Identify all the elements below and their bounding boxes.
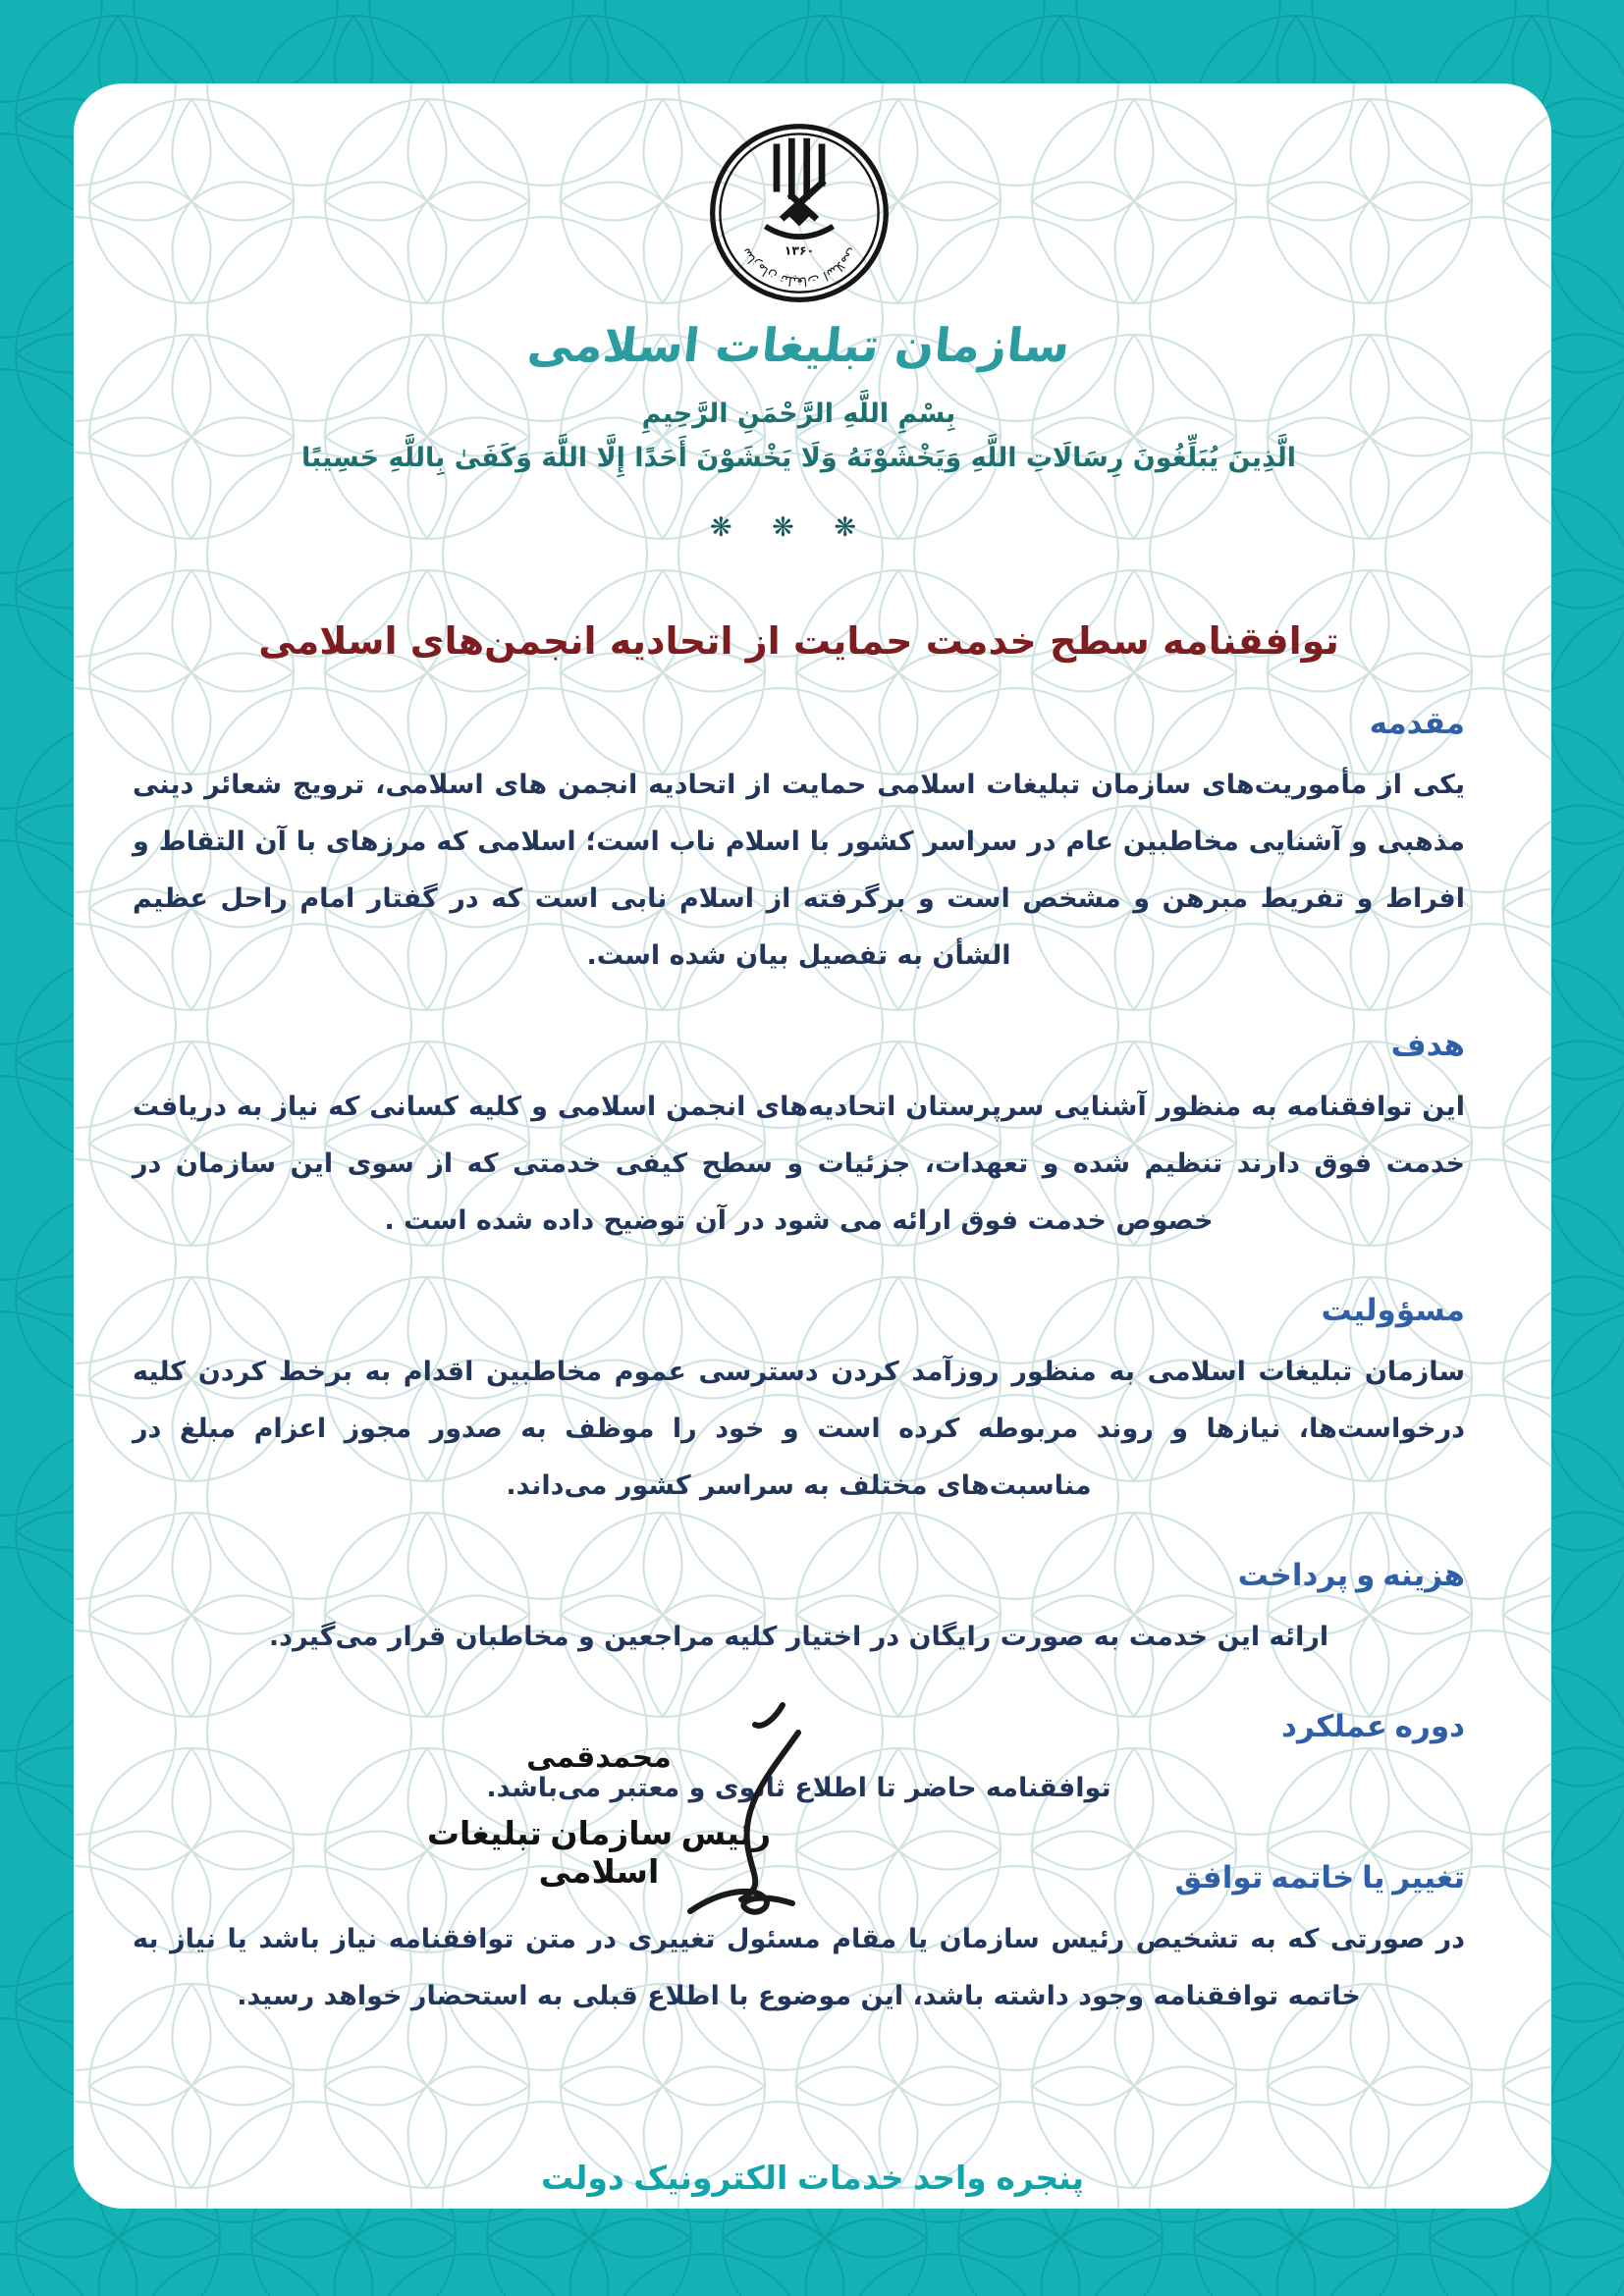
section-body: یکی از مأموریت‌های سازمان تبلیغات اسلامی حمایت از اتحادیه انجمن های اسلامی، ترویج شعائر دینی مذهبی و آشنایی مخاطبین عام در سراسر کشور با اسلام ناب است؛ اسلامی که مرزهای با آن التقاط و افراط و تفریط مبرهن و مشخص است و برگرفته از اسلام نابی است که در گفتار امام راحل عظیم الشأن به تفصیل بیان شده است. (133, 770, 1465, 971)
section-body: ارائه این خدمت به صورت رایگان در اختیار کلیه مراجعین و مخاطبان قرار می‌گیرد. (268, 1622, 1329, 1652)
section-heading: مسؤولیت (1321, 1293, 1465, 1328)
section-heading: تغییر یا خاتمه توافق (1174, 1860, 1465, 1896)
page-title: توافقنامه سطح خدمت حمایت از اتحادیه انجمن‌های اسلامی (258, 619, 1339, 663)
org-emblem-icon (705, 115, 893, 315)
section-body: سازمان تبلیغات اسلامی به منظور روزآمد کردن دسترسی عموم مخاطبین اقدام به برخط کردن کلیه درخواست‌ها، نیازها و روند مربوطه کرده است و خود را موظف به صدور مجوز اعزام مبلغ در مناسبت‌های مختلف به سراسر کشور می‌داند. (133, 1357, 1465, 1501)
handwritten-signature-mark (673, 1693, 820, 1939)
section-body: در صورتی که به تشخیص رئیس سازمان یا مقام مسئول تغییری در متن توافقنامه نیاز باشد یا نیاز به خاتمه توافقنامه وجود داشته باشد، این موضوع با اطلاع قبلی به استحضار خواهد رسید. (133, 1924, 1465, 2011)
org-wordmark: سازمان تبلیغات اسلامی (524, 319, 1073, 373)
emblem-year: ۱۳۶۰ (784, 242, 814, 258)
section-heading: مقدمه (1369, 706, 1465, 741)
section-heading: دوره عملکرد (1281, 1709, 1465, 1744)
bismillah-line: بِسْمِ اللَّهِ الرَّحْمَنِ الرَّحِيمِ (641, 399, 956, 429)
section-hadaf (133, 1028, 1465, 1250)
signature-name: محمدقمی (526, 1740, 672, 1775)
section-body: توافقنامه حاضر تا اطلاع ثانوی و معتبر می‌باشد. (486, 1773, 1111, 1803)
document-sheet (74, 83, 1551, 2209)
footer-text: پنجره واحد خدمات الکترونیک دولت (541, 2159, 1084, 2197)
section-heading: هزینه و پرداخت (1237, 1558, 1465, 1593)
signature-role: رئیس سازمان تبلیغات اسلامی (426, 1814, 772, 1891)
quran-verse: الَّذِينَ يُبَلِّغُونَ رِسَالَاتِ اللَّهِ وَيَخْشَوْنَهُ وَلَا يَخْشَوْنَ أَحَدًا إِلَّا اللَّهَ وَكَفَىٰ بِاللَّهِ حَسِيبًا (301, 443, 1296, 473)
section-masouliat (133, 1293, 1465, 1515)
divider-stars: ❋ ❋ ❋ (709, 512, 873, 543)
section-heading: هدف (1390, 1028, 1465, 1063)
section-moghadame (133, 706, 1465, 985)
section-hazine-pardakht (133, 1558, 1465, 1666)
emblem-arc-text: سازمان تبلیغات اسلامی (737, 244, 860, 289)
header (133, 115, 1465, 543)
section-body: این توافقنامه به منظور آشنایی سرپرستان اتحادیه‌های انجمن اسلامی و کلیه کسانی که نیاز به دریافت خدمت فوق دارند تنظیم شده و تعهدات، جزئیات و سطح کیفی خدمتی که از سوی این سازمان در خصوص خدمت فوق ارائه می شود در آن توضیح داده شده است . (133, 1092, 1465, 1236)
signature-block (368, 1740, 830, 1891)
